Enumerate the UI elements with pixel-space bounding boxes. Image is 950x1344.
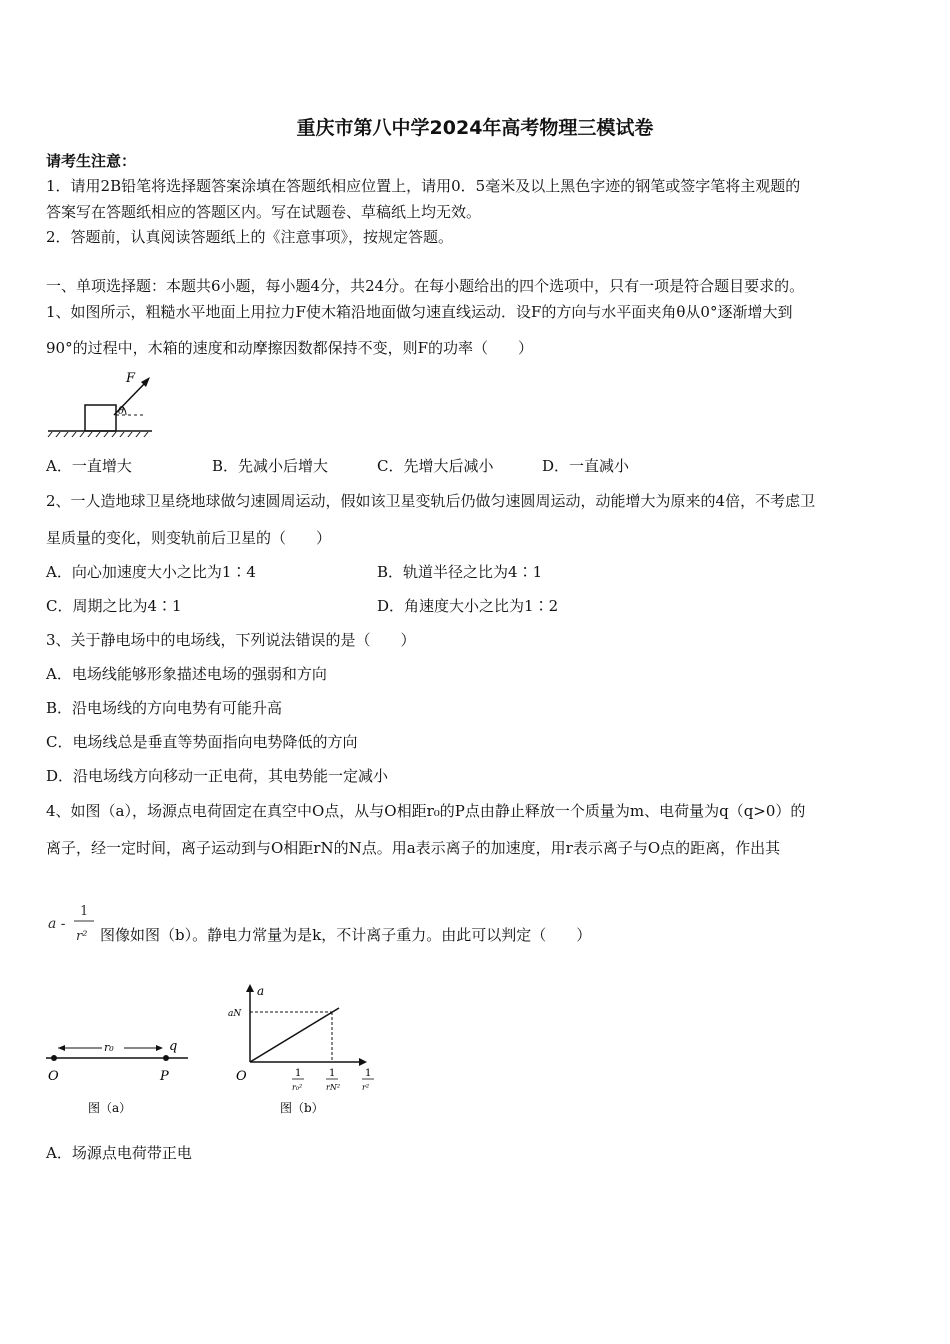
q1-option-b: B．先减小后增大	[212, 457, 329, 475]
section-heading: 一、单项选择题：本题共6小题，每小题4分，共24分。在每小题给出的四个选项中，只有一项是符合题目要求的。	[46, 277, 805, 295]
q4-formula-num: 1	[80, 904, 89, 919]
notice-line-1a: 1．请用2B铅笔将选择题答案涂填在答题纸相应位置上，请用0．5毫米及以上黑色字迹的钢笔或签字笔将主观题的	[46, 177, 801, 195]
q4b-a-label: a	[257, 984, 265, 998]
notice-line-2: 2．答题前，认真阅读答题纸上的《注意事项》，按规定答题。	[46, 228, 454, 246]
q2-option-b: B．轨道半径之比为4∶1	[377, 563, 543, 581]
q4b-tick3-den: r²	[362, 1083, 370, 1092]
q4a-q-label: q	[169, 1039, 178, 1054]
q2-stem-line2: 星质量的变化，则变轨前后卫星的（ ）	[46, 529, 332, 547]
q4a-p-label: P	[160, 1069, 169, 1084]
q4-stem-line3: 图像如图（b）。静电力常量为是k，不计离子重力。由此可以判定（ ）	[100, 926, 592, 944]
q4a-caption: 图（a）	[88, 1101, 132, 1115]
q1-box-diagram	[44, 368, 156, 438]
q1-angle-label: θ	[118, 406, 125, 417]
q4b-tick1-num: 1	[295, 1068, 302, 1079]
q3-option-a: A．电场线能够形象描述电场的强弱和方向	[46, 665, 327, 683]
q4-formula-left: a -	[48, 916, 66, 932]
q2-stem-line1: 2、一人造地球卫星绕地球做匀速圆周运动，假如该卫星变轨后仍做匀速圆周运动，动能增大为原来的4倍，不考虑卫	[46, 492, 816, 510]
q4-formula	[46, 898, 98, 946]
q4a-r0-label: r₀	[104, 1041, 114, 1054]
q4-option-a: A．场源点电荷带正电	[46, 1144, 192, 1162]
q4-formula-den: r²	[76, 929, 88, 944]
q3-option-c: C．电场线总是垂直等势面指向电势降低的方向	[46, 733, 358, 751]
q1-option-a: A．一直增大	[46, 457, 132, 475]
q4b-o-label: O	[236, 1069, 247, 1084]
q3-stem: 3、关于静电场中的电场线，下列说法错误的是（ ）	[46, 631, 416, 649]
q4b-caption: 图（b）	[280, 1101, 324, 1115]
q3-option-d: D．沿电场线方向移动一正电荷，其电势能一定减小	[46, 767, 389, 785]
page-title: 重庆市第八中学2024年高考物理三模试卷	[296, 117, 654, 139]
notice-heading: 请考生注意：	[46, 152, 137, 170]
q4-figure-b	[226, 982, 382, 1118]
q4-figure-a	[42, 1034, 194, 1120]
q4b-an-label: aN	[228, 1009, 242, 1019]
q4b-tick3-num: 1	[365, 1068, 372, 1079]
q1-option-c: C．先增大后减小	[377, 457, 494, 475]
q3-option-b: B．沿电场线的方向电势有可能升高	[46, 699, 283, 717]
q4-stem-line1: 4、如图（a），场源点电荷固定在真空中O点，从与O相距r₀的P点由静止释放一个质量为m、电荷量为q（q>0）的	[46, 802, 806, 820]
q1-stem-line1: 1、如图所示，粗糙水平地面上用拉力F使木箱沿地面做匀速直线运动．设F的方向与水平面夹角θ从0°逐渐增大到	[46, 303, 793, 321]
q4b-tick2-den: rN²	[326, 1083, 341, 1092]
q1-force-label: F	[126, 371, 136, 386]
q4-stem-line2: 离子，经一定时间，离子运动到与O相距rN的N点。用a表示离子的加速度，用r表示离子与O点的距离，作出其	[46, 839, 781, 857]
q4b-tick1-den: r₀²	[292, 1083, 303, 1092]
q1-stem-line2: 90°的过程中，木箱的速度和动摩擦因数都保持不变，则F的功率（ ）	[46, 339, 533, 357]
q2-option-a: A．向心加速度大小之比为1∶4	[46, 563, 256, 581]
q2-option-d: D．角速度大小之比为1∶2	[377, 597, 559, 615]
q4b-tick2-num: 1	[329, 1068, 336, 1079]
q2-option-c: C．周期之比为4∶1	[46, 597, 182, 615]
q1-option-d: D．一直减小	[542, 457, 630, 475]
q4a-o-label: O	[48, 1069, 59, 1084]
notice-line-1b: 答案写在答题纸相应的答题区内。写在试题卷、草稿纸上均无效。	[46, 203, 482, 221]
